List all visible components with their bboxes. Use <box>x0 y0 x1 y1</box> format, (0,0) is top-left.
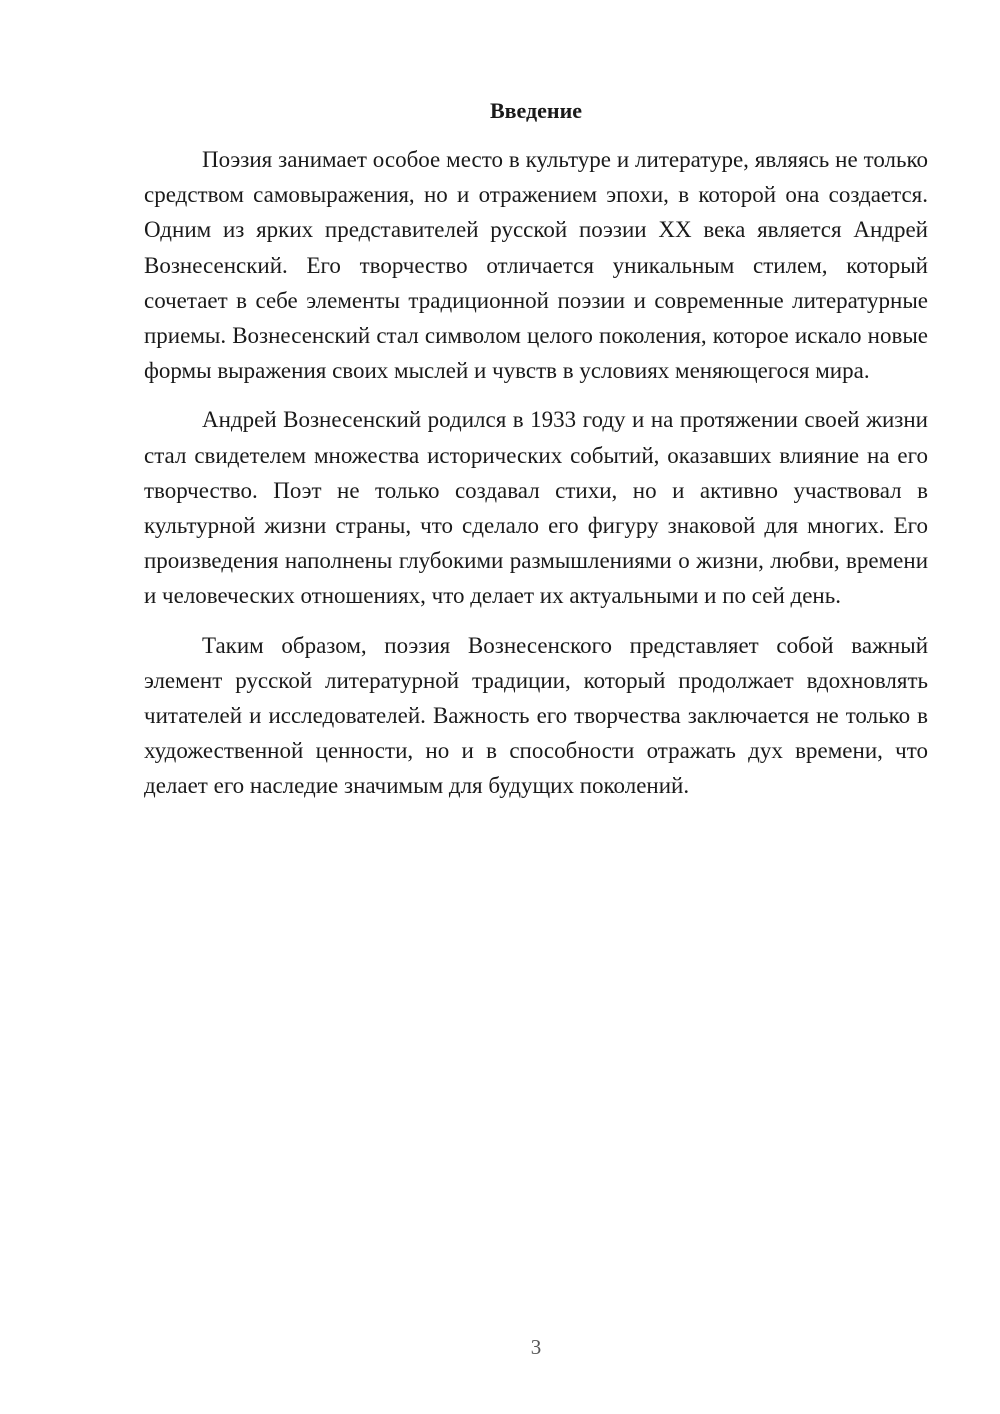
paragraph-1: Поэзия занимает особое место в культуре и литературе, являясь не только средством самовыражения, но и отражением эпохи, в которой она создается. Одним из ярких представителей русской поэзии XX века является Андрей Вознесенский. Его творчество отличается уникальным стилем, который сочетает в себе элементы традиционной поэзии и современные литературные приемы. Вознесенский стал символом целого поколения, которое искало новые формы выражения своих мыслей и чувств в условиях меняющегося мира. <box>144 147 928 384</box>
paragraph-2: Андрей Вознесенский родился в 1933 году и на протяжении своей жизни стал свидетелем множества исторических событий, оказавших влияние на его творчество. Поэт не только создавал стихи, но и активно участвовал в культурной жизни страны, что сделало его фигуру знаковой для многих. Его произведения наполнены глубокими размышлениями о жизни, любви, времени и человеческих отношениях, что делает их актуальными и по сей день. <box>144 407 928 609</box>
section-heading: Введение <box>489 98 583 123</box>
page-number: 3 <box>530 1335 542 1359</box>
paragraph-3: Таким образом, поэзия Вознесенского представляет собой важный элемент русской литературной традиции, который продолжает вдохновлять читателей и исследователей. Важность его творчества заключается не только в художественной ценности, но и в способности отражать дух времени, что делает его наследие значимым для будущих поколений. <box>144 632 928 799</box>
body-text <box>144 142 928 818</box>
